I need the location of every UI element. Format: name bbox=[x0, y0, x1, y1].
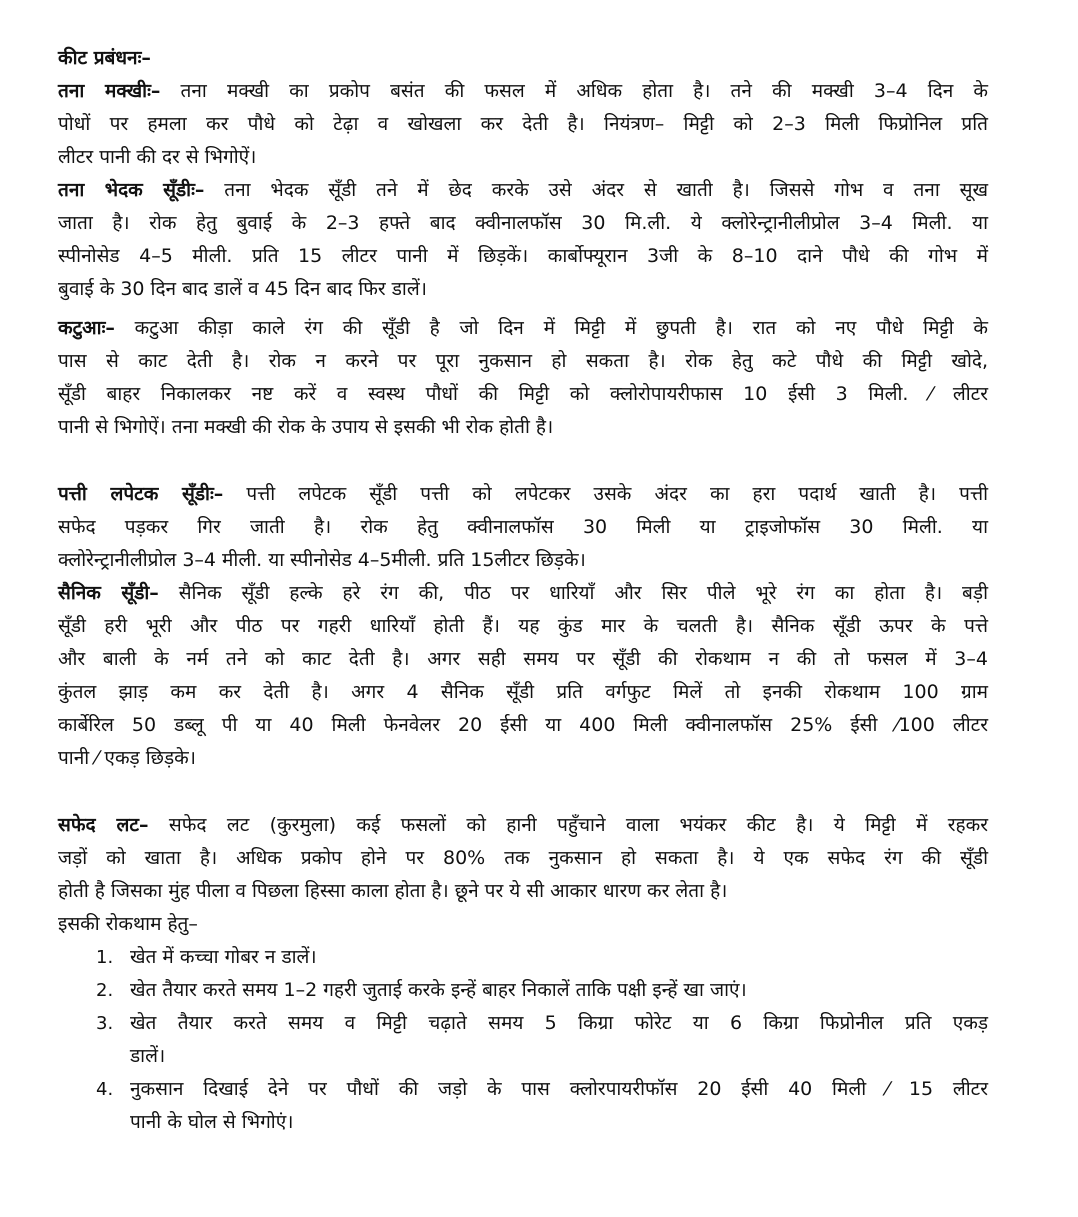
paragraph-line: सूँडी बाहर निकालकर नष्ट करें व स्वस्थ पौधों की मिट्टी को क्लोरोपायरीफास 10 ईसी 3 मिली. ⁄ लीटर bbox=[58, 383, 988, 405]
paragraph-line bbox=[58, 174, 988, 207]
section-label: सैनिक सूँडी– bbox=[58, 582, 159, 604]
list-item bbox=[96, 941, 988, 974]
paragraph-line: बुवाई के 30 दिन बाद डालें व 45 दिन बाद फिर डालें। bbox=[58, 278, 427, 300]
paragraph-line: कार्बेरिल 50 डब्लू पी या 40 मिली फेनवेलर 20 ईसी या 400 मिली क्वीनालफॉस 25% ईसी ⁄100 लीटर bbox=[58, 714, 988, 736]
line-text: कटुआ कीड़ा काले रंग की सूँडी है जो दिन में मिट्टी में छुपती है। रात को नए पौधे मिट्टी के bbox=[114, 317, 988, 339]
control-measures-list bbox=[96, 941, 988, 1139]
list-item bbox=[96, 1007, 988, 1073]
list-item-number: 2. bbox=[96, 980, 114, 1001]
line-text: सैनिक सूँडी हल्के हरे रंग की, पीठ पर धारियाँ और सिर पीले भूरे रंग का होता है। बड़ी bbox=[158, 582, 988, 604]
paragraph-line bbox=[58, 809, 988, 842]
list-item-number: 4. bbox=[96, 1079, 114, 1100]
heading-text: कीट प्रबंधनः– bbox=[58, 47, 151, 69]
paragraph-line: पानी ⁄ एकड़ छिड़के। bbox=[58, 747, 196, 769]
line-text: सफेद लट (कुरमुला) कई फसलों को हानी पहुँचाने वाला भयंकर कीट है। ये मिट्टी में रहकर bbox=[148, 814, 989, 836]
section-patti-lapetak bbox=[58, 478, 988, 577]
paragraph-line: पास से काट देती है। रोक न करने पर पूरा नुकसान हो सकता है। रोक हेतु कटे पौधे की मिट्टी खोदे, bbox=[58, 350, 988, 372]
paragraph-line bbox=[58, 75, 988, 108]
page-heading bbox=[58, 42, 988, 75]
line-text: तना भेदक सूँडी तने में छेद करके उसे अंदर से खाती है। जिससे गोभ व तना सूख bbox=[204, 179, 988, 201]
paragraph-line: लीटर पानी की दर से भिगोऐं। bbox=[58, 146, 257, 168]
section-label: सफेद लट– bbox=[58, 814, 149, 836]
paragraph-line: स्पीनोसेड 4–5 मीली. प्रति 15 लीटर पानी में छिड़कें। कार्बोफ्यूरान 3जी के 8–10 दाने पौधे की गोभ में bbox=[58, 245, 988, 267]
paragraph-line bbox=[58, 312, 988, 345]
paragraph-line bbox=[58, 577, 988, 610]
section-label: तना मक्खीः– bbox=[58, 80, 161, 102]
section-label: पत्ती लपेटक सूँडीः– bbox=[58, 483, 224, 505]
paragraph-line: पोधों पर हमला कर पौधे को टेढ़ा व खोखला कर देती है। नियंत्रण– मिट्टी को 2–3 मिली फिप्रोनिल प्रति bbox=[58, 113, 988, 135]
section-label: कटुआः– bbox=[58, 317, 115, 339]
list-item-text: पानी के घोल से भिगोएं। bbox=[130, 1111, 294, 1133]
paragraph-line: होती है जिसका मुंह पीला व पिछला हिस्सा काला होता है। छूने पर ये सी आकार धारण कर लेता है। bbox=[58, 880, 728, 902]
section-tana-makkhi bbox=[58, 75, 988, 174]
paragraph-line: और बाली के नर्म तने को काट देती है। अगर सही समय पर सूँडी की रोकथाम न की तो फसल में 3–4 bbox=[58, 648, 988, 670]
paragraph-line: सूँडी हरी भूरी और पीठ पर गहरी धारियाँ होती हैं। यह कुंड मार के चलती है। सैनिक सूँडी ऊपर के पत्ते bbox=[58, 615, 988, 637]
spacer bbox=[58, 444, 988, 478]
section-tana-bhedak bbox=[58, 174, 988, 306]
spacer bbox=[58, 775, 988, 809]
document-page bbox=[58, 42, 988, 1139]
section-sainik bbox=[58, 577, 988, 775]
section-katua bbox=[58, 312, 988, 444]
paragraph-line: कुंतल झाड़ कम कर देती है। अगर 4 सैनिक सूँडी प्रति वर्गफुट मिलें तो इनकी रोकथाम 100 ग्राम bbox=[58, 681, 988, 703]
paragraph-line: जाता है। रोक हेतु बुवाई के 2–3 हफ्ते बाद क्वीनालफॉस 30 मि.ली. ये क्लोरेन्ट्रानीलीप्रोल 3–4 मिली. या bbox=[58, 212, 988, 234]
paragraph-line: जड़ों को खाता है। अधिक प्रकोप होने पर 80% तक नुकसान हो सकता है। ये एक सफेद रंग की सूँडी bbox=[58, 847, 988, 869]
list-item bbox=[96, 974, 988, 1007]
list-item bbox=[96, 1073, 988, 1139]
list-item-text: नुकसान दिखाई देने पर पौधों की जड़ो के पास क्लोरपायरीफॉस 20 ईसी 40 मिली ⁄ 15 लीटर bbox=[130, 1078, 988, 1100]
line-text: पत्ती लपेटक सूँडी पत्ती को लपेटकर उसके अंदर का हरा पदार्थ खाती है। पत्ती bbox=[223, 483, 988, 505]
list-item-number: 1. bbox=[96, 947, 114, 968]
list-item-text: खेत तैयार करते समय व मिट्टी चढ़ाते समय 5 किग्रा फोरेट या 6 किग्रा फिप्रोनील प्रति एकड़ bbox=[130, 1012, 988, 1034]
list-item-text: खेत में कच्चा गोबर न डालें। bbox=[130, 946, 317, 968]
section-label: तना भेदक सूँडीः– bbox=[58, 179, 205, 201]
list-item-text: खेत तैयार करते समय 1–2 गहरी जुताई करके इन्हें बाहर निकालें ताकि पक्षी इन्हें खा जाएं। bbox=[130, 979, 747, 1001]
paragraph-line: पानी से भिगोऐं। तना मक्खी की रोक के उपाय से इसकी भी रोक होती है। bbox=[58, 416, 554, 438]
list-item-text: डालें। bbox=[130, 1045, 166, 1067]
paragraph-line: इसकी रोकथाम हेतु– bbox=[58, 913, 198, 935]
list-item-number: 3. bbox=[96, 1013, 114, 1034]
section-safed-lat bbox=[58, 809, 988, 941]
paragraph-line bbox=[58, 478, 988, 511]
paragraph-line: क्लोरेन्ट्रानीलीप्रोल 3–4 मीली. या स्पीनोसेड 4–5मीली. प्रति 15लीटर छिड़के। bbox=[58, 549, 586, 571]
line-text: तना मक्खी का प्रकोप बसंत की फसल में अधिक होता है। तने की मक्खी 3–4 दिन के bbox=[160, 80, 988, 102]
paragraph-line: सफेद पड़कर गिर जाती है। रोक हेतु क्वीनालफॉस 30 मिली या ट्राइजोफॉस 30 मिली. या bbox=[58, 516, 988, 538]
